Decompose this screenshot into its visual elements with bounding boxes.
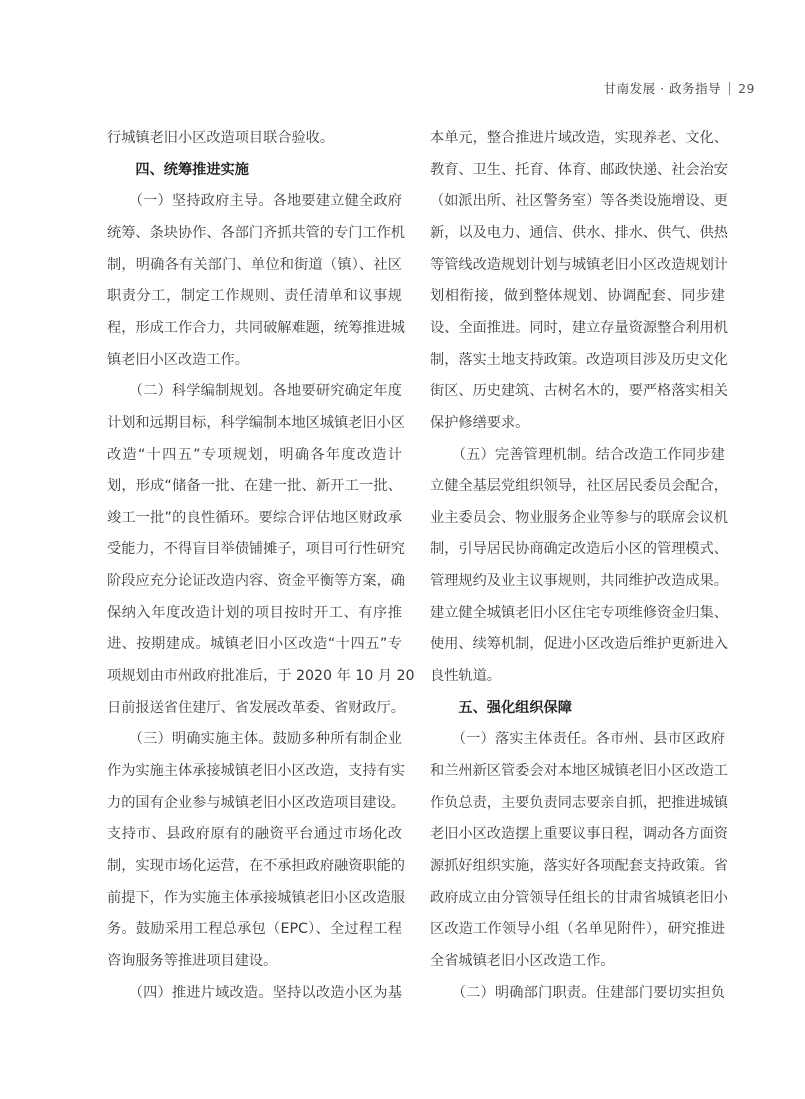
text-line: 日前报送省住建厅、省发展改革委、省财政厅。 xyxy=(107,699,405,716)
text-line: 受能力，不得盲目举债铺摊子，项目可行性研究 xyxy=(107,541,405,558)
section-heading: 五、强化组织保障 xyxy=(430,699,572,716)
text-line: 管理规约及业主议事规则，共同维护改造成果。 xyxy=(430,573,728,590)
text-line: 进、按期建成。城镇老旧小区改造“十四五”专 xyxy=(107,636,402,653)
text-line: （一）坚持政府主导。各地要建立健全政府 xyxy=(107,193,402,210)
text-line: 等管线改造规划计划与城镇老旧小区改造规划计 xyxy=(430,256,728,273)
text-line: 行城镇老旧小区改造项目联合验收。 xyxy=(107,130,335,146)
text-line: 全省城镇老旧小区改造工作。 xyxy=(430,952,615,969)
text-line: 使用、续筹机制，促进小区改造后维护更新进入 xyxy=(430,636,728,653)
text-line: 业主委员会、物业服务企业等参与的联席会议机 xyxy=(430,509,728,526)
text-line: 和兰州新区管委会对本地区城镇老旧小区改造工 xyxy=(430,763,728,779)
text-line: 统筹、条块协作、各部门齐抓共管的专门工作机 xyxy=(107,224,405,241)
running-header xyxy=(604,79,755,97)
text-line: 划相衔接，做到整体规划、协调配套、同步建 xyxy=(430,288,725,305)
text-line: （五）完善管理机制。结合改造工作同步建 xyxy=(430,446,725,463)
text-line: 前提下，作为实施主体承接城镇老旧小区改造服 xyxy=(107,889,405,906)
text-line: 制，实现市场化运营，在不承担政府融资职能的 xyxy=(107,857,405,874)
text-line: （二）明确部门职责。住建部门要切实担负 xyxy=(430,984,725,1001)
text-line: （如派出所、社区警务室）等各类设施增设、更 xyxy=(430,193,728,210)
text-line: 作为实施主体承接城镇老旧小区改造，支持有实 xyxy=(107,763,405,779)
page-number: 29 xyxy=(738,81,755,96)
text-line: 制，引导居民协商确定改造后小区的管理模式、 xyxy=(430,541,728,558)
running-title: 甘南发展 · 政务指导 xyxy=(603,81,722,96)
text-line: （四）推进片域改造。坚持以改造小区为基 xyxy=(107,984,402,1001)
text-line: 新，以及电力、通信、供水、排水、供气、供热 xyxy=(430,224,728,241)
text-line: 保纳入年度改造计划的项目按时开工、有序推 xyxy=(107,604,402,621)
text-line: 作负总责，主要负责同志要亲自抓，把推进城镇 xyxy=(430,794,728,811)
text-line: （一）落实主体责任。各市州、县市区政府 xyxy=(430,731,725,748)
text-line: （三）明确实施主体。鼓励多种所有制企业 xyxy=(107,731,402,748)
text-line: 划，形成“储备一批、在建一批、新开工一批、 xyxy=(107,478,402,495)
header-divider xyxy=(729,82,730,95)
text-line: 本单元，整合推进片域改造，实现养老、文化、 xyxy=(430,130,728,146)
section-heading: 四、统筹推进实施 xyxy=(107,161,249,178)
text-line: 建立健全城镇老旧小区住宅专项维修资金归集、 xyxy=(430,604,728,621)
text-line: 改造“十四五”专项规划，明确各年度改造计 xyxy=(107,446,402,463)
text-line: 制，明确各有关部门、单位和街道（镇）、社区 xyxy=(107,256,402,273)
text-line: 项规划由市州政府批准后，于 2020 年 10 月 20 xyxy=(107,668,415,685)
text-line: 良性轨道。 xyxy=(430,668,501,685)
text-line: 源抓好组织实施，落实好各项配套支持政策。省 xyxy=(430,857,728,874)
text-line: 务。鼓励采用工程总承包（EPC）、全过程工程 xyxy=(107,921,402,938)
text-line: 支持市、县政府原有的融资平台通过市场化改 xyxy=(107,826,402,843)
text-line: 程，形成工作合力，共同破解难题，统筹推进城 xyxy=(107,319,405,336)
text-line: 制，落实土地支持政策。改造项目涉及历史文化 xyxy=(430,351,728,368)
text-line: 咨询服务等推进项目建设。 xyxy=(107,952,278,969)
text-line: 街区、历史建筑、古树名木的，要严格落实相关 xyxy=(430,383,728,400)
text-line: 政府成立由分管领导任组长的甘肃省城镇老旧小 xyxy=(430,889,728,906)
text-line: 老旧小区改造摆上重要议事日程，调动各方面资 xyxy=(430,826,728,843)
text-line: 职责分工，制定工作规则、责任清单和议事规 xyxy=(107,288,402,305)
text-line: 立健全基层党组织领导，社区居民委员会配合， xyxy=(430,478,728,495)
text-line: 计划和远期目标，科学编制本地区城镇老旧小区 xyxy=(107,414,405,431)
text-line: 镇老旧小区改造工作。 xyxy=(107,351,249,368)
text-line: 竣工一批”的良性循环。要综合评估地区财政承 xyxy=(107,509,402,526)
text-line: 阶段应充分论证改造内容、资金平衡等方案，确 xyxy=(107,573,405,590)
text-line: 设、全面推进。同时，建立存量资源整合利用机 xyxy=(430,319,728,336)
text-line: 教育、卫生、托育、体育、邮政快递、社会治安 xyxy=(430,161,728,178)
text-line: 区改造工作领导小组（名单见附件），研究推进 xyxy=(430,921,725,938)
text-line: （二）科学编制规划。各地要研究确定年度 xyxy=(107,383,402,400)
text-line: 保护修缮要求。 xyxy=(430,414,530,431)
text-line: 力的国有企业参与城镇老旧小区改造项目建设。 xyxy=(107,794,405,811)
